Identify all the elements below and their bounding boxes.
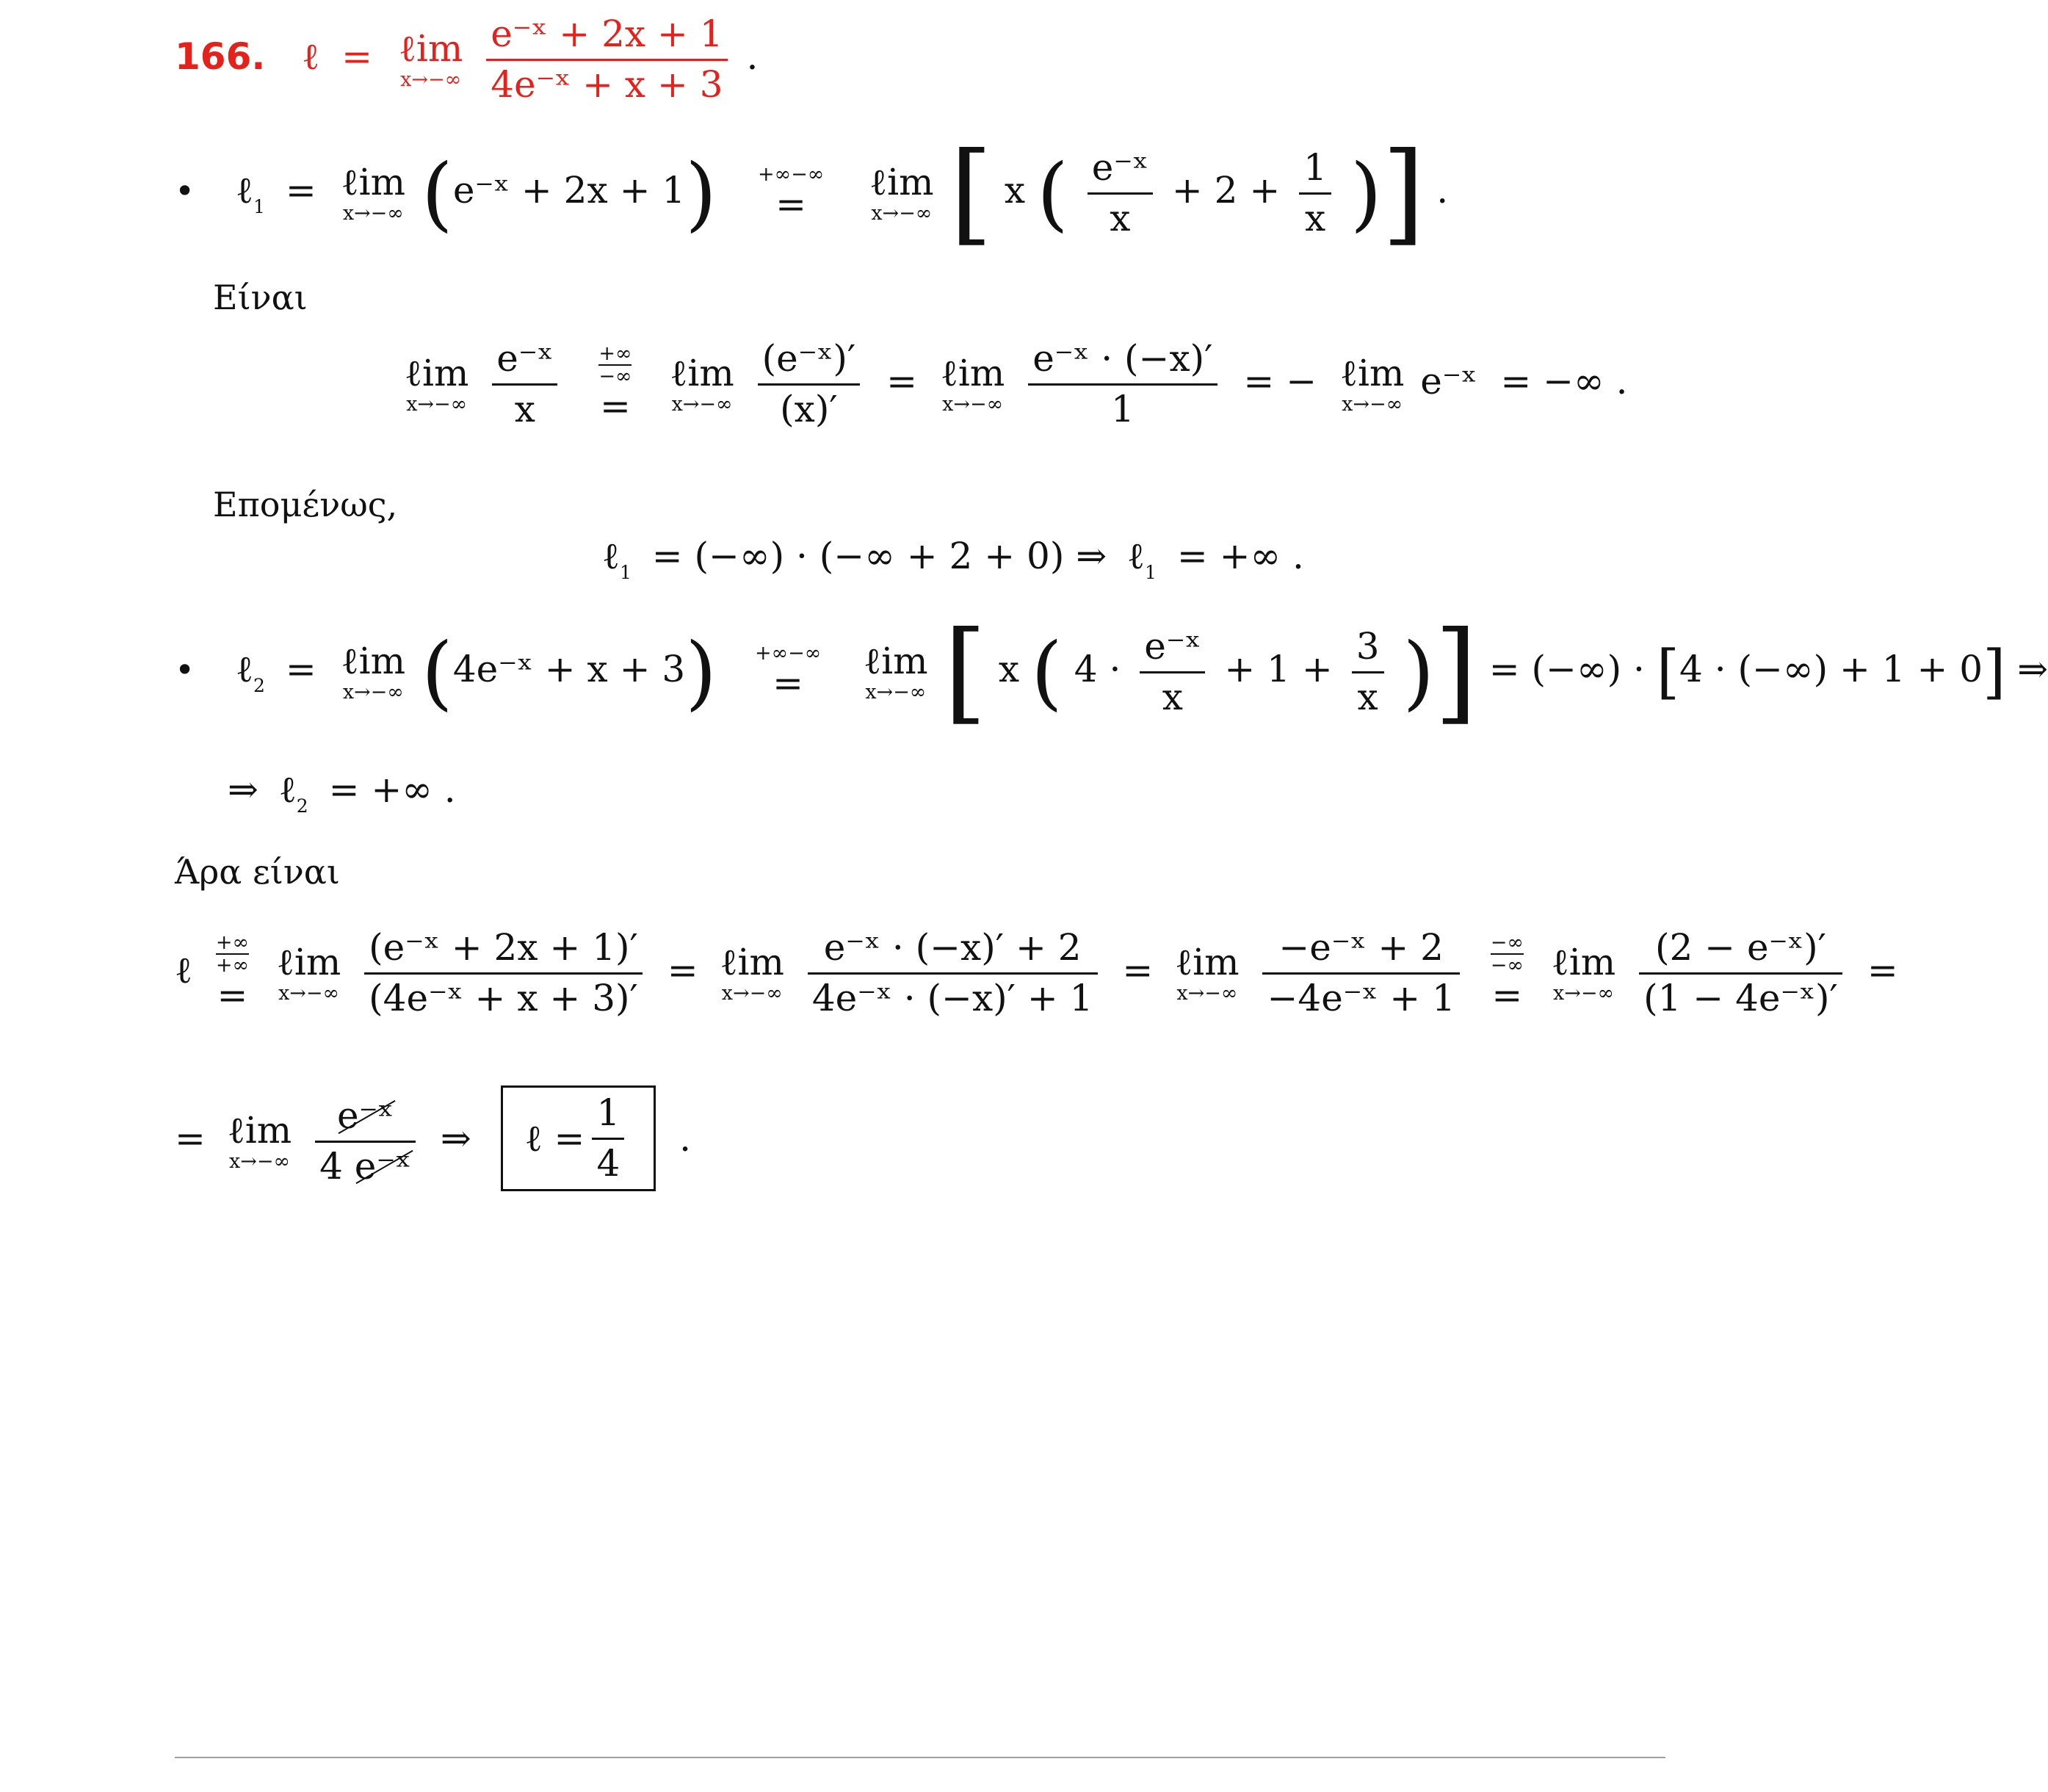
eq-minus: = −: [1243, 360, 1317, 402]
paren-right: ): [1350, 146, 1382, 240]
indeterminate-eq: +∞ +∞ =: [215, 931, 249, 1016]
lim-block: ℓim x→−∞: [227, 1108, 292, 1173]
result2-value: = +∞ .: [328, 768, 456, 811]
ell2: ℓ$_2$: [278, 768, 308, 817]
lim-block: ℓim x→−∞: [940, 351, 1005, 416]
bracket-expr: 4 · (−∞) + 1 + 0: [1679, 648, 1983, 690]
fraction-one-over-x: $\frac{1}{x}$: [1299, 147, 1331, 239]
problem-lim: [398, 26, 463, 91]
lim-block-2: [869, 160, 934, 225]
answer-box: [501, 1085, 656, 1191]
lim-block: ℓim x→−∞: [405, 351, 469, 416]
implies: ⇒: [440, 1117, 471, 1160]
ell: ℓ: [175, 949, 192, 991]
lhopital-line: [400, 338, 1627, 430]
fraction-cancelled: $\frac{\text{e⁻ˣ}}{\text{4 e⁻ˣ}}$: [315, 1095, 416, 1188]
lim-block: [341, 160, 405, 225]
text-ara: Άρα είναι: [175, 852, 340, 892]
problem-dot: .: [746, 35, 759, 78]
bullet-icon: •: [175, 650, 195, 690]
eq-sign: =: [775, 182, 807, 225]
lim-block: ℓim x→−∞: [1551, 940, 1616, 1005]
result1-value: = +∞ .: [1176, 535, 1304, 577]
lim-block: ℓim x→−∞: [1175, 940, 1240, 1005]
end-dot: .: [1436, 169, 1449, 212]
fraction-ex-over-x: $\frac{\text{e⁻ˣ}}{x}$: [1088, 147, 1153, 239]
problem-ell: ℓ: [302, 35, 320, 78]
fraction-bar: [486, 59, 727, 61]
result2-line: [228, 768, 456, 817]
fraction-three-over-x: $\frac{3}{x}$: [1352, 626, 1384, 718]
eq-sign: =: [285, 169, 316, 212]
lim-block: ℓim x→−∞: [670, 351, 734, 416]
fraction-chain: $\frac{\text{e⁻ˣ · (−x)′}}{1}$: [1028, 338, 1217, 430]
factor-x: x: [998, 648, 1020, 690]
eq-sign: =: [667, 949, 698, 991]
paren-left: (: [1030, 625, 1063, 719]
final2-line: [175, 1085, 691, 1191]
answer-fraction: $\frac{1}{4}$: [592, 1092, 624, 1185]
paren-right: ): [685, 625, 717, 719]
fraction-derivatives: $\frac{\text{(e⁻ˣ)′}}{(x)'}$: [758, 338, 861, 430]
eq-sign: =: [175, 1117, 206, 1160]
fraction-derivatives-2: $\frac{\text{(2 − e⁻ˣ)′}}{\text{(1 − 4e⁻ˣ)′}}$: [1639, 927, 1842, 1019]
plus-two: + 2 +: [1171, 169, 1281, 212]
paren-expr: e⁻ˣ + 2x + 1: [452, 169, 686, 212]
fraction-chain: $\frac{\text{e⁻ˣ · (−x)′ + 2}}{\text{4e⁻ˣ · (−x)′ + 1}}$: [808, 927, 1098, 1019]
result1-line: [602, 535, 1304, 583]
factor-x: x: [1004, 169, 1026, 212]
bracket-left: [: [944, 608, 987, 736]
tail-eq: =: [1867, 949, 1898, 991]
indeterminate-eq: +∞ −∞ =: [598, 342, 632, 427]
answer-lhs: ℓ =: [524, 1117, 585, 1160]
fraction-simplified: $\frac{\text{−e⁻ˣ + 2}}{\text{−4e⁻ˣ + 1}}$: [1262, 927, 1459, 1019]
paren-left: (: [1036, 146, 1068, 240]
lim-block: ℓim x→−∞: [276, 940, 341, 1005]
bullet-icon: •: [175, 171, 195, 211]
cancelled-term: e⁻ˣ: [354, 1144, 411, 1188]
result-text: = −∞ .: [1500, 360, 1628, 402]
paren-right: ): [1403, 625, 1435, 719]
lim-operator: ℓim: [398, 26, 463, 70]
indeterminate-annotation: +∞ −∞: [598, 342, 632, 388]
text-epomenos: Επομένως,: [213, 485, 398, 524]
bracket-left: [: [1656, 637, 1680, 706]
lim-subscript: x→−∞: [871, 201, 933, 225]
bracket-right: ]: [1434, 608, 1477, 736]
fraction-ex-over-x: $\frac{\text{e⁻ˣ}}{x}$: [492, 338, 557, 430]
lim-block-2: ℓim x→−∞: [864, 639, 928, 704]
paren-left: (: [421, 625, 453, 719]
ell1-lhs: ℓ$_1$: [236, 169, 265, 217]
text-einai: Είναι: [213, 278, 308, 317]
paren-expr: 4e⁻ˣ + x + 3: [452, 648, 686, 690]
lim-operator: ℓim: [341, 160, 405, 203]
paren-left: (: [421, 146, 453, 240]
indeterminate-eq: [758, 162, 825, 225]
problem-statement: [175, 13, 758, 106]
problem-number: 166.: [175, 35, 266, 78]
final1-line: [175, 927, 1898, 1019]
bracket-right: ]: [1983, 637, 2006, 706]
result1-expr: = (−∞) · (−∞ + 2 + 0) ⇒: [651, 535, 1107, 577]
bullet1-line: [175, 129, 1449, 257]
ell1: ℓ$_1$: [602, 535, 632, 583]
lim-block: ℓim x→−∞: [720, 940, 784, 1005]
lim-block: ℓim x→−∞: [341, 639, 405, 704]
paren-right: ): [685, 146, 717, 240]
footer-rule: [175, 1757, 1665, 1758]
eq-sign: =: [285, 648, 316, 690]
end-dot: .: [679, 1117, 692, 1160]
plus-one: + 1 +: [1224, 648, 1333, 690]
cancelled-term: e⁻ˣ: [336, 1094, 394, 1137]
lim-subscript: x→−∞: [400, 68, 462, 91]
fraction-denominator: 4e⁻ˣ + x + 3: [491, 62, 723, 106]
indeterminate-eq: +∞−∞ =: [755, 641, 822, 704]
bracket-left: [: [949, 129, 993, 257]
fraction-numerator: e⁻ˣ + 2x + 1: [491, 12, 723, 55]
problem-fraction: [486, 13, 727, 106]
fraction-ex-over-x: $\frac{\text{e⁻ˣ}}{x}$: [1140, 626, 1205, 718]
eq-sign: =: [886, 360, 918, 402]
implies: ⇒: [228, 768, 258, 811]
bracket-right: ]: [1381, 129, 1425, 257]
eq-sign: =: [1122, 949, 1154, 991]
indeterminate-eq: −∞ −∞ =: [1490, 931, 1524, 1016]
rhs-expr: = (−∞) ·: [1488, 648, 1645, 690]
lim-subscript: x→−∞: [342, 201, 404, 225]
ell1: ℓ$_1$: [1127, 535, 1157, 583]
tail-expr: e⁻ˣ: [1420, 360, 1477, 402]
ell2-lhs: ℓ$_2$: [236, 648, 265, 696]
lim-operator: ℓim: [869, 160, 934, 203]
problem-eq: =: [341, 35, 373, 78]
fraction-derivatives: $\frac{\text{(e⁻ˣ + 2x + 1)′}}{\text{(4e⁻ˣ + x + 3)′}}$: [364, 927, 643, 1019]
bullet2-line: [175, 608, 2048, 736]
lim-block: ℓim x→−∞: [1340, 351, 1405, 416]
four-times: 4 ·: [1074, 648, 1121, 690]
indeterminate-annotation: +∞−∞: [758, 162, 825, 186]
implies: ⇒: [2017, 648, 2048, 690]
